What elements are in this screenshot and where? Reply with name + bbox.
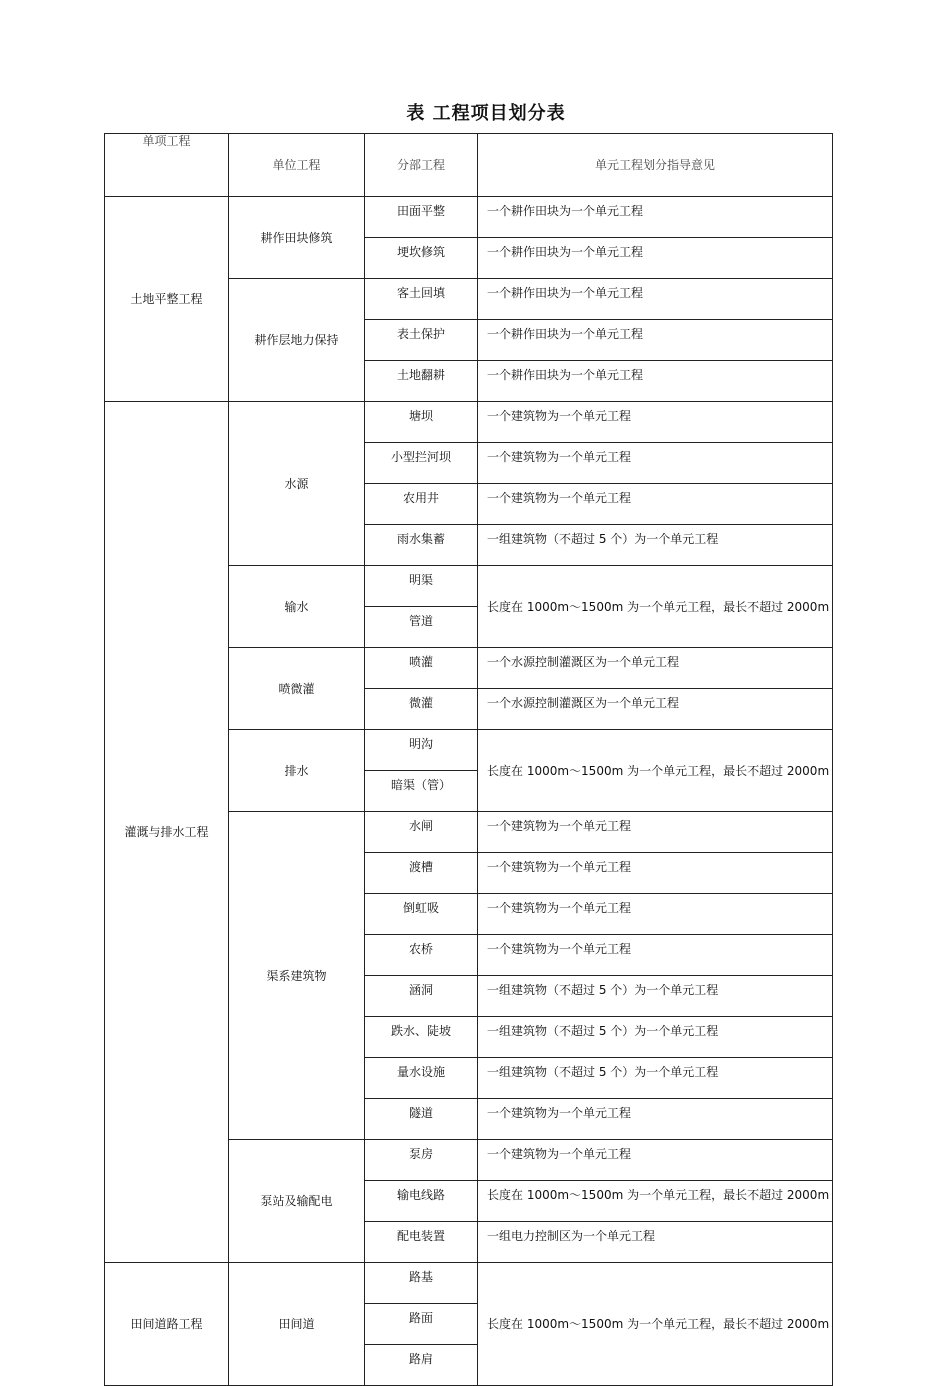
part-name: 客土回填 <box>365 279 478 320</box>
unit-name: 耕作田块修筑 <box>229 197 365 279</box>
part-name: 小型拦河坝 <box>365 443 478 484</box>
part-name: 输电线路 <box>365 1181 478 1222</box>
part-name: 路肩 <box>365 1345 478 1386</box>
unit-name: 耕作层地力保持 <box>229 279 365 402</box>
group-land: 土地平整工程 <box>105 197 229 402</box>
group-road: 田间道路工程 <box>105 1263 229 1386</box>
guidance-note: 一组建筑物（不超过 5 个）为一个单元工程 <box>478 1017 833 1058</box>
table-header-row <box>105 134 833 197</box>
guidance-note: 长度在 1000m～1500m 为一个单元工程，最长不超过 2000m <box>478 566 833 648</box>
guidance-note: 一组建筑物（不超过 5 个）为一个单元工程 <box>478 525 833 566</box>
guidance-note: 一个水源控制灌溉区为一个单元工程 <box>478 648 833 689</box>
guidance-note: 一个建筑物为一个单元工程 <box>478 1140 833 1181</box>
unit-name: 输水 <box>229 566 365 648</box>
unit-name: 泵站及输配电 <box>229 1140 365 1263</box>
table-row <box>105 402 833 443</box>
part-name: 田面平整 <box>365 197 478 238</box>
guidance-note: 一组建筑物（不超过 5 个）为一个单元工程 <box>478 1058 833 1099</box>
guidance-note: 一个耕作田块为一个单元工程 <box>478 197 833 238</box>
guidance-note: 一个建筑物为一个单元工程 <box>478 853 833 894</box>
part-name: 泵房 <box>365 1140 478 1181</box>
guidance-note: 长度在 1000m～1500m 为一个单元工程，最长不超过 2000m <box>478 1263 833 1386</box>
guidance-note: 长度在 1000m～1500m 为一个单元工程，最长不超过 2000m <box>478 730 833 812</box>
guidance-note: 一个建筑物为一个单元工程 <box>478 484 833 525</box>
header-unit-project: 单位工程 <box>229 134 365 197</box>
guidance-note: 一个耕作田块为一个单元工程 <box>478 320 833 361</box>
part-name: 水闸 <box>365 812 478 853</box>
guidance-note: 一个耕作田块为一个单元工程 <box>478 238 833 279</box>
unit-name: 水源 <box>229 402 365 566</box>
part-name: 塘坝 <box>365 402 478 443</box>
part-name: 隧道 <box>365 1099 478 1140</box>
guidance-note: 一个建筑物为一个单元工程 <box>478 894 833 935</box>
part-name: 渡槽 <box>365 853 478 894</box>
table-row <box>105 1263 833 1304</box>
group-irrigation: 灌溉与排水工程 <box>105 402 229 1263</box>
part-name: 量水设施 <box>365 1058 478 1099</box>
part-name: 路基 <box>365 1263 478 1304</box>
header-element-guidance: 单元工程划分指导意见 <box>478 134 833 197</box>
guidance-note: 一个建筑物为一个单元工程 <box>478 1099 833 1140</box>
part-name: 农桥 <box>365 935 478 976</box>
part-name: 表土保护 <box>365 320 478 361</box>
part-name: 土地翻耕 <box>365 361 478 402</box>
part-name: 喷灌 <box>365 648 478 689</box>
header-single-project: 单项工程 <box>105 134 229 197</box>
unit-name: 渠系建筑物 <box>229 812 365 1140</box>
part-name: 微灌 <box>365 689 478 730</box>
part-name: 雨水集蓄 <box>365 525 478 566</box>
part-name: 埂坎修筑 <box>365 238 478 279</box>
part-name: 倒虹吸 <box>365 894 478 935</box>
table-row <box>105 197 833 238</box>
guidance-note: 长度在 1000m～1500m 为一个单元工程，最长不超过 2000m <box>478 1181 833 1222</box>
project-division-table <box>104 133 833 1386</box>
unit-name: 喷微灌 <box>229 648 365 730</box>
guidance-note: 一个耕作田块为一个单元工程 <box>478 279 833 320</box>
page-title: 表 工程项目划分表 <box>406 103 566 124</box>
part-name: 跌水、陡坡 <box>365 1017 478 1058</box>
guidance-note: 一个水源控制灌溉区为一个单元工程 <box>478 689 833 730</box>
unit-name: 田间道 <box>229 1263 365 1386</box>
part-name: 配电装置 <box>365 1222 478 1263</box>
part-name: 涵洞 <box>365 976 478 1017</box>
part-name: 明沟 <box>365 730 478 771</box>
guidance-note: 一个建筑物为一个单元工程 <box>478 812 833 853</box>
part-name: 农用井 <box>365 484 478 525</box>
guidance-note: 一组建筑物（不超过 5 个）为一个单元工程 <box>478 976 833 1017</box>
unit-name: 排水 <box>229 730 365 812</box>
guidance-note: 一个建筑物为一个单元工程 <box>478 443 833 484</box>
guidance-note: 一组电力控制区为一个单元工程 <box>478 1222 833 1263</box>
part-name: 明渠 <box>365 566 478 607</box>
header-division-project: 分部工程 <box>365 134 478 197</box>
part-name: 暗渠（管） <box>365 771 478 812</box>
guidance-note: 一个建筑物为一个单元工程 <box>478 402 833 443</box>
part-name: 管道 <box>365 607 478 648</box>
guidance-note: 一个耕作田块为一个单元工程 <box>478 361 833 402</box>
part-name: 路面 <box>365 1304 478 1345</box>
guidance-note: 一个建筑物为一个单元工程 <box>478 935 833 976</box>
